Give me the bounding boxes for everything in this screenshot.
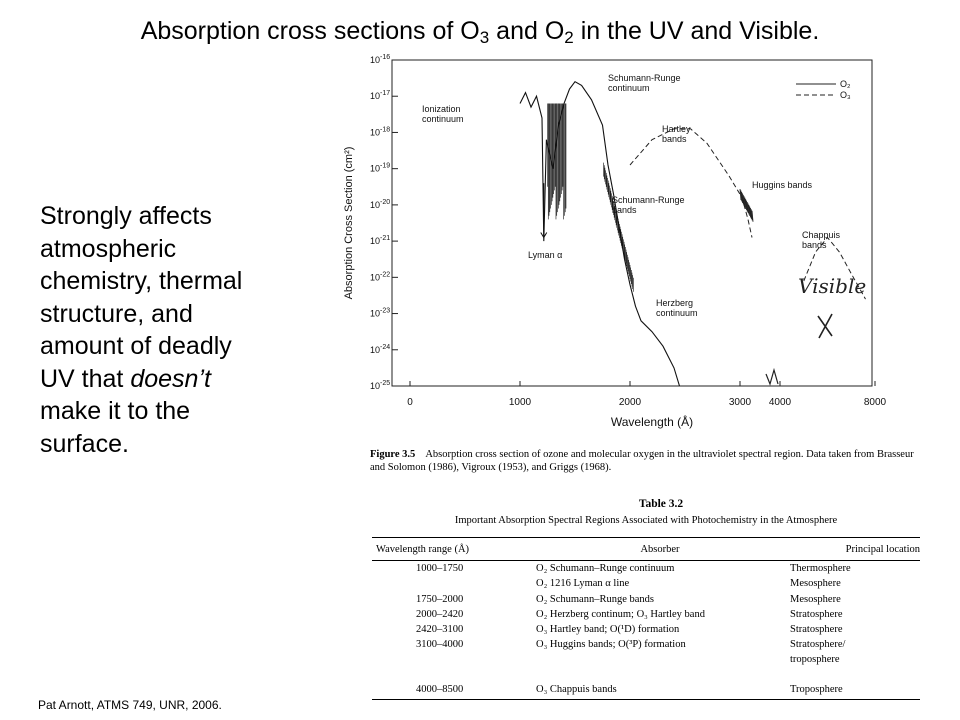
figure-label: Figure 3.5: [370, 449, 416, 460]
cell-absorber: O₂ 1216 Lyman α line: [536, 578, 630, 590]
table-row: [372, 576, 920, 591]
table-header-row: [372, 538, 920, 561]
cell-location: Mesosphere: [790, 593, 841, 605]
body-line: make it to the: [40, 397, 191, 425]
legend-label: O₂: [840, 79, 851, 89]
footer-credit: Pat Arnott, ATMS 749, UNR, 2006.: [38, 698, 222, 712]
body-line: chemistry, thermal: [40, 267, 243, 295]
table-row: [372, 622, 920, 637]
x-tick-label: 4000: [768, 397, 792, 408]
table-row: [372, 561, 920, 577]
y-tick-label: $10^{-20}$: [370, 198, 391, 210]
cell-location: Thermosphere: [790, 563, 851, 575]
y-tick-label: $10^{-23}$: [370, 307, 391, 319]
figure-caption: [370, 448, 930, 474]
body-line: atmospheric: [40, 234, 177, 263]
title-subscript: 3: [479, 28, 490, 47]
table-row: [372, 652, 920, 667]
body-line-text: UV that: [40, 364, 131, 393]
y-tick-label: $10^{-17}$: [370, 90, 391, 102]
y-tick-label: $10^{-19}$: [370, 162, 391, 174]
handwritten-x-mark: [818, 314, 832, 338]
regions-table: [372, 537, 920, 700]
y-tick-label: $10^{-21}$: [370, 235, 391, 247]
annotation-visible-handwritten: Visible: [798, 274, 867, 298]
cell-wavelength: [376, 654, 416, 665]
cell-absorber: O₂ Schumann–Runge continuum: [536, 563, 675, 575]
body-line: surface.: [40, 429, 129, 458]
annotation-chappuis-bands: Chappuis bands: [802, 230, 841, 250]
cell-absorber: O₂ Herzberg continum; O₃ Hartley band: [536, 608, 705, 620]
series-line-o3: [630, 129, 752, 238]
cell-wavelength: 2420–3100: [416, 624, 464, 636]
header-location: Principal location: [784, 538, 920, 561]
title-text: in the UV and Visible.: [573, 17, 820, 45]
y-tick-label: $10^{-25}$: [370, 380, 391, 391]
cell-location: Stratosphere: [790, 608, 843, 620]
cell-wavelength: [376, 578, 416, 589]
y-axis-label: Absorption Cross Section (cm²): [343, 146, 355, 300]
x-axis-label: Wavelength (Å): [610, 415, 694, 429]
cell-absorber: O₃ Hartley band; O(¹D) formation: [536, 624, 680, 636]
body-line: [40, 363, 330, 396]
table-number: Table 3.2: [638, 498, 684, 510]
table-row: [372, 668, 920, 700]
x-tick-label: 0: [407, 397, 413, 408]
axis-break: [766, 370, 778, 384]
table-caption: Important Absorption Spectral Regions Associated with Photochemistry in the Atmosphere: [454, 515, 838, 526]
body-line: Strongly affects: [40, 202, 212, 230]
cell-wavelength: 1750–2000: [416, 593, 464, 605]
body-line: structure, and: [40, 299, 193, 328]
annotation-hartley-bands: Hartley bands: [662, 124, 691, 144]
table-row: [372, 607, 920, 622]
cell-absorber: O₃ Chappuis bands: [536, 668, 784, 700]
cell-wavelength: 1000–1750: [416, 563, 464, 575]
body-text: [40, 200, 330, 460]
annotation-lyman-alpha: Lyman α: [528, 250, 563, 260]
annotation-herzberg-continuum: Herzberg continuum: [656, 298, 698, 318]
cell-wavelength: 4000–8500: [416, 683, 464, 695]
slide-title: [0, 14, 960, 48]
chart-svg: [343, 48, 922, 448]
annotation-huggins-bands: Huggins bands: [752, 180, 813, 190]
cell-wavelength: 3100–4000: [416, 639, 464, 651]
absorption-table: [372, 497, 920, 700]
title-text: and O: [489, 17, 565, 45]
figure-caption-text: Absorption cross section of ozone and molecular oxygen in the ultraviolet spectral region. Data taken from Brasseur and Solomon (1986), Vigroux (1953), and Griggs (1968).: [370, 449, 914, 473]
y-tick-label: $10^{-18}$: [370, 126, 391, 138]
annotation-schumann-runge-continuum: Schumann-Runge continuum: [608, 73, 681, 93]
cell-location: Stratosphere/: [790, 639, 846, 651]
cell-location: Troposphere: [784, 668, 920, 700]
x-tick-label: 1000: [508, 397, 532, 408]
x-tick-label: 2000: [618, 397, 642, 408]
body-line: amount of deadly: [40, 332, 232, 360]
title-text: Absorption cross sections of O: [140, 17, 480, 45]
cell-absorber: O₃ Huggins bands; O(³P) formation: [536, 639, 686, 651]
x-tick-label: 8000: [863, 397, 887, 408]
legend-label: O₃: [840, 90, 851, 100]
cell-location: Stratosphere: [790, 624, 843, 636]
cell-absorber: [536, 652, 784, 667]
x-tick-label: 3000: [728, 397, 752, 408]
cell-location: Mesosphere: [790, 578, 841, 590]
annotation-schumann-runge-bands: Schumann-Runge bands: [612, 195, 685, 215]
plot-frame: [392, 60, 872, 386]
title-subscript: 2: [564, 28, 574, 47]
table-row: [372, 637, 920, 652]
cell-location: troposphere: [790, 654, 840, 666]
header-wavelength: Wavelength range (Å): [372, 538, 536, 561]
body-line-emphasis: doesn’t: [130, 364, 211, 393]
table-row: [372, 592, 920, 607]
cell-absorber: O₂ Schumann–Runge bands: [536, 593, 654, 605]
header-absorber: Absorber: [536, 538, 784, 561]
y-tick-label: $10^{-22}$: [370, 271, 391, 283]
cell-wavelength: 2000–2420: [416, 608, 464, 620]
cross-section-chart: [343, 48, 922, 488]
annotation-ionization-continuum: Ionization continuum: [422, 104, 464, 124]
y-tick-label: $10^{-24}$: [370, 343, 391, 355]
y-tick-label: $10^{-16}$: [370, 54, 391, 65]
